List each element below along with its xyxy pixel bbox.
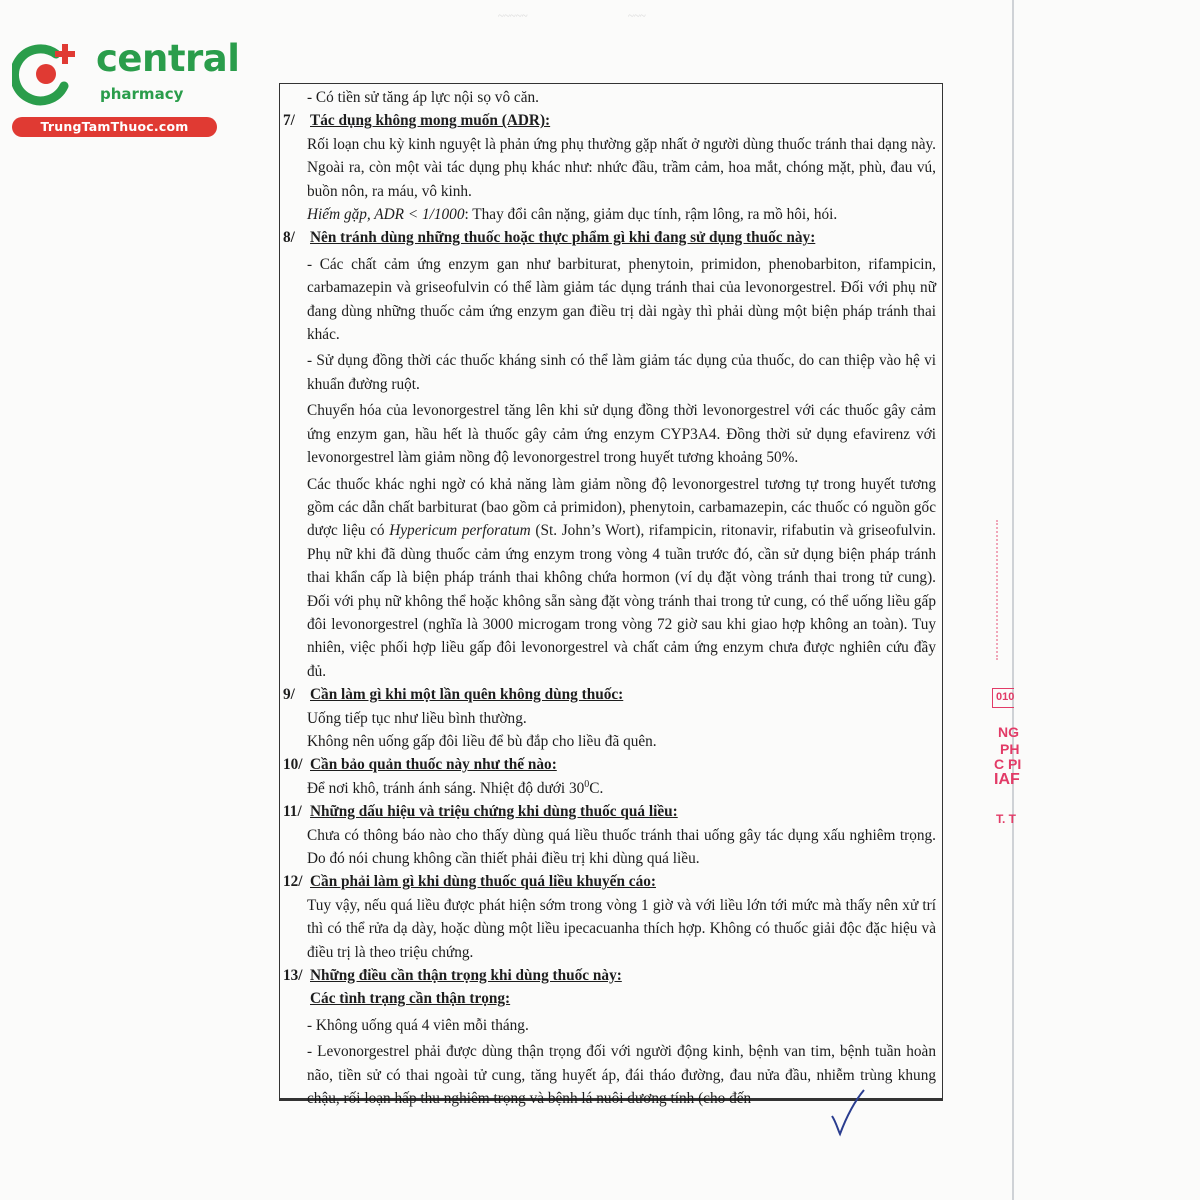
leaflet-content — [283, 86, 936, 1110]
section-title: Những điều cần thận trọng khi dùng thuốc này: — [310, 967, 622, 985]
page-edge-line — [1012, 0, 1014, 1200]
section-8-paragraph — [283, 473, 936, 684]
faint-mark: ~~~~~ — [498, 10, 528, 22]
section-9-paragraph: Uống tiếp tục như liều bình thường. — [307, 709, 527, 727]
stamp-fragment: T. T — [996, 812, 1016, 826]
section-9-paragraph: Không nên uống gấp đôi liều để bù đắp cho liều đã quên. — [307, 732, 657, 750]
intro-line: - Có tiền sử tăng áp lực nội sọ vô căn. — [307, 89, 539, 106]
section-title: Cần phải làm gì khi dùng thuốc quá liều khuyến cáo: — [310, 873, 656, 891]
rare-text: : Thay đổi cân nặng, giảm dục tính, rậm lông, ra mồ hôi, hói. — [464, 206, 838, 224]
faint-mark: ~~~ — [628, 10, 646, 22]
text-run: Để nơi khô, tránh ánh sáng. Nhiệt độ dưới 30 — [307, 779, 585, 797]
section-title: Cần làm gì khi một lần quên không dùng thuốc: — [310, 686, 624, 704]
stamp-fragment: NG — [998, 724, 1019, 740]
section-8-paragraph: Chuyển hóa của levonorgestrel tăng lên khi sử dụng đồng thời levonorgestrel với các thuốc gây cảm ứng enzym gan, hầu hết là thuốc gây cảm ứng enzym CYP3A4. Đồng thời sử dụng efavirenz với levonorgestrel làm giảm nồng độ levonorgestrel trong huyết tương khoảng 50%. — [307, 402, 936, 467]
section-number: 9/ — [283, 686, 295, 704]
section-10-paragraph — [283, 777, 936, 800]
section-8-bullet: - Sử dụng đồng thời các thuốc kháng sinh có thể làm giảm tác dụng của thuốc, do can thiệp vào hệ vi khuẩn đường ruột. — [307, 352, 936, 393]
section-number: 7/ — [283, 112, 295, 130]
section-8-bullet: - Các chất cảm ứng enzym gan như barbiturat, phenytoin, primidon, phenobarbiton, rifampicin, carbamazepin và griseofulvin có thể làm giảm tác dụng tránh thai của levonorgestrel. Đối với phụ nữ đang dùng những thuốc cảm ứng enzym gan điều trị dài ngày thì phải dùng một biện pháp tránh thai khác. — [307, 255, 936, 344]
logo-brand-sub: pharmacy — [100, 85, 184, 103]
text-run: C. — [589, 779, 604, 797]
section-title: Cần bảo quản thuốc này như thế nào: — [310, 756, 557, 774]
section-8-heading — [283, 226, 936, 249]
section-number: 10/ — [283, 756, 303, 774]
section-7-paragraph: Rối loạn chu kỳ kinh nguyệt là phản ứng phụ thường gặp nhất ở người dùng thuốc tránh thai dạng này. Ngoài ra, còn một vài tác dụng phụ khác như: nhức đầu, trầm cảm, hoa mắt, chóng mặt, phù, đau vú, buồn nôn, ra máu, vô kinh. — [307, 135, 936, 200]
pharmacy-cross-logo-icon — [12, 40, 80, 106]
text-run: (St. John’s Wort), rifampicin, ritonavir, rifabutin và griseofulvin. Phụ nữ khi đã dùng thuốc cảm ứng enzym trong vòng 4 tuần trước đó, cần sử dụng biện pháp tránh thai khẩn cấp là biện pháp tránh thai không chứa hormon (ví dụ đặt vòng tránh thai trong tử cung). Đối với phụ nữ không thể hoặc không sẵn sàng đặt vòng tránh thai trong tử cung, có thể uống liều gấp đôi levonorgestrel (nghĩa là 3000 microgam trong vòng 72 giờ sau khi giao hợp không an toàn). Tuy nhiên, việc phối hợp liều gấp đôi levonorgestrel và chất cảm ứng enzym chưa được nghiên cứu đầy đủ. — [307, 522, 937, 680]
section-13-heading — [283, 964, 936, 987]
section-10-heading — [283, 753, 936, 776]
section-title: Những dấu hiệu và triệu chứng khi dùng thuốc quá liều: — [310, 803, 678, 821]
logo-brand-name: central — [96, 37, 240, 80]
section-7-heading — [283, 109, 936, 132]
signature-tick-icon — [828, 1088, 868, 1138]
stamp-dotted-trace — [996, 520, 1012, 660]
section-9-heading — [283, 683, 936, 706]
section-11-paragraph: Chưa có thông báo nào cho thấy dùng quá liều thuốc tránh thai uống gây tác dụng xấu nghiêm trọng. Do đó nói chung không cần thiết phải điều trị khi dùng quá liều. — [307, 826, 936, 867]
central-pharmacy-logo[interactable] — [12, 36, 240, 136]
section-13-bullet: - Levonorgestrel phải được dùng thận trọng đối với người động kinh, bệnh van tim, bệnh tuần hoàn não, tiền sử có thai ngoài tử cung, tăng huyết áp, đái tháo đường, đau nửa đầu, nhiễm trùng khung chậu, rối loạn hấp thu nghiêm trọng và bệnh lá nuôi dương tính (cho đến — [307, 1043, 936, 1108]
section-12-paragraph: Tuy vậy, nếu quá liều được phát hiện sớm trong vòng 1 giờ và với liều lớn tới mức mà thấy nên xử trí thì có thể rửa dạ dày, hoặc dùng một liều ipecacuanha thích hợp. Không có thuốc giải độc đặc hiệu và điều trị là theo triệu chứng. — [307, 896, 936, 961]
stamp-fragment: IAF — [994, 771, 1020, 788]
stamp-fragment: PH — [1000, 741, 1020, 757]
degree-mark: 0 — [584, 778, 590, 790]
logo-website-badge[interactable]: TrungTamThuoc.com — [12, 117, 217, 137]
section-13-subtitle: Các tình trạng cần thận trọng: — [310, 990, 511, 1008]
rare-label: Hiếm gặp, ADR < 1/1000 — [307, 206, 465, 224]
section-title: Tác dụng không mong muốn (ADR): — [310, 112, 551, 130]
stamp-fragment: C PI — [994, 756, 1022, 772]
section-11-heading — [283, 800, 936, 823]
section-number: 8/ — [283, 229, 295, 247]
section-7-rare-effects — [283, 203, 936, 226]
section-number: 12/ — [283, 873, 303, 891]
stamp-fragment: 010 — [996, 691, 1015, 703]
section-13-bullet: - Không uống quá 4 viên mỗi tháng. — [307, 1016, 529, 1034]
plant-name: Hypericum perforatum — [389, 522, 531, 540]
section-12-heading — [283, 870, 936, 893]
text-run: Các thuốc khác nghi ngờ có khả năng làm giảm nồng độ levonorgestrel tương tự trong huyết tương gồm các dẫn chất barbiturat (bao gồm cả primidon), phenytoin, carbamazepin, các thuốc có nguồn gốc dược liệu có — [307, 475, 936, 540]
section-number: 13/ — [283, 967, 303, 985]
section-number: 11/ — [283, 803, 302, 821]
section-title: Nên tránh dùng những thuốc hoặc thực phẩm gì khi đang sử dụng thuốc này: — [310, 229, 816, 247]
